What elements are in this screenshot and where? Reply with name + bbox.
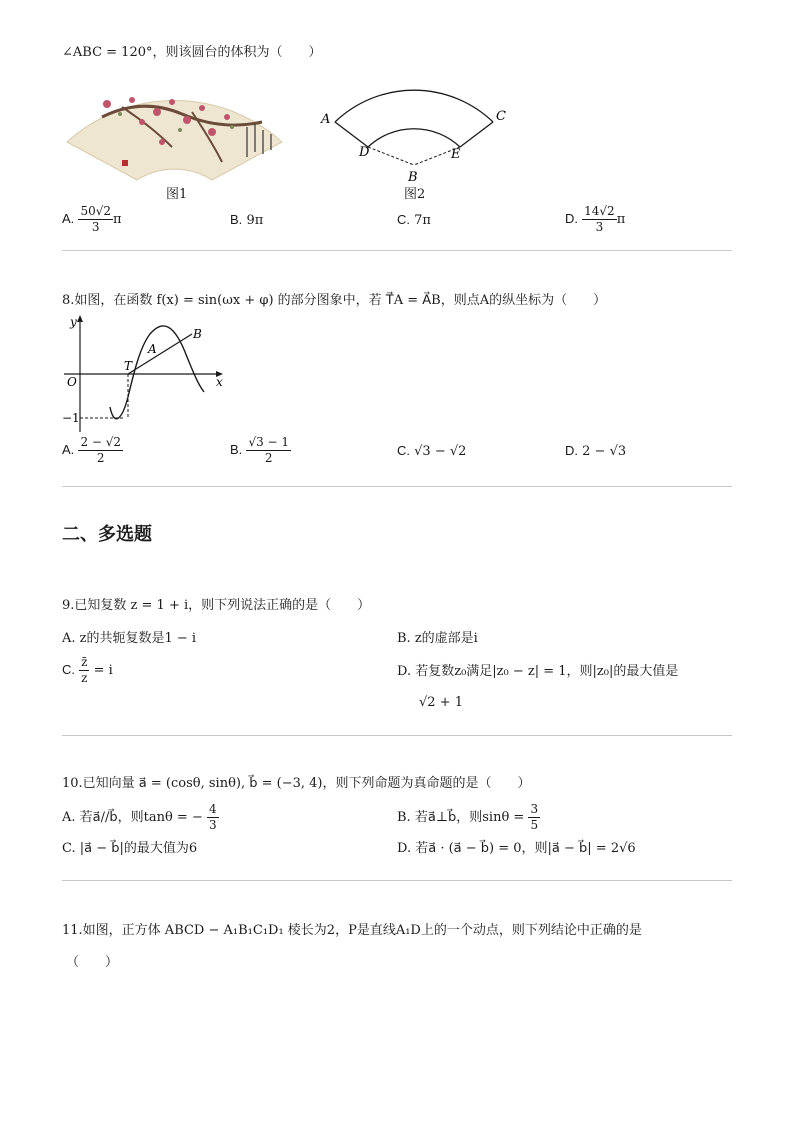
point-label-d: D (359, 145, 370, 160)
q11-stem-answer-blank: （ ） (66, 955, 119, 970)
q9-option-d[interactable]: D. 若复数z₀满足|z₀ − z| = 1，则|z₀|的最大值是 (397, 664, 679, 679)
q10-option-b[interactable]: B. 若a⃗⊥b⃗，则sinθ = $\frac{3}{5}$ (397, 802, 539, 832)
fraction: $\frac{3}{5}$ (530, 802, 539, 832)
section-title: 二、多选题 (62, 524, 152, 544)
q9-option-d-continued: √2 + 1 (419, 695, 463, 710)
q8-option-c[interactable]: C. √3 − √2 (397, 443, 467, 459)
sine-graph-figure (62, 312, 232, 437)
annular-sector-figure (318, 70, 513, 185)
y-tick-minus-one: −1 (62, 411, 80, 425)
q7-option-c[interactable]: C. 7π (397, 212, 431, 228)
q7-stem-tail: ∠ABC = 120°，则该圆台的体积为（ ） (62, 45, 322, 60)
fraction: $\frac{2 - √2}{2}$ (80, 435, 122, 465)
point-label-a: A (148, 342, 157, 356)
fig2-caption: 图2 (404, 187, 426, 202)
q8-option-d[interactable]: D. 2 − √3 (565, 443, 627, 459)
axis-label-y: y (70, 315, 77, 329)
fraction: $\frac{z̄}{z}$ (81, 655, 88, 685)
q8-stem: 8.如图，在函数 f(x) = sin(ωx + φ) 的部分图象中，若 T⃗A = A⃗B，则点A的纵坐标为（ ） (62, 293, 607, 308)
point-label-a: A (321, 112, 331, 127)
q9-option-a[interactable]: A. z的共轭复数是1 − i (62, 631, 197, 646)
divider (62, 880, 732, 881)
q7-option-d[interactable]: D. $\frac{14√2}{3}$ π (565, 204, 626, 234)
q10-option-c[interactable]: C. |a⃗ − b⃗|的最大值为6 (62, 841, 198, 856)
point-label-b: B (408, 170, 418, 185)
q11-stem: 11.如图，正方体 ABCD − A₁B₁C₁D₁ 棱长为2，P是直线A₁D上的一个动点，则下列结论中正确的是 (62, 923, 642, 938)
q9-stem: 9.已知复数 z = 1 + i，则下列说法正确的是（ ） (62, 598, 371, 613)
q7-option-a[interactable]: A. $\frac{50√2}{3}$ π (62, 204, 122, 234)
fraction: $\frac{50√2}{3}$ (80, 204, 111, 234)
q10-option-d[interactable]: D. 若a⃗ · (a⃗ − b⃗) = 0，则|a⃗ − b⃗| = 2√6 (397, 841, 636, 856)
q8-option-a[interactable]: A. $\frac{2 - √2}{2}$ (62, 435, 122, 465)
q10-stem: 10.已知向量 a⃗ = (cosθ, sinθ), b⃗ = (−3, 4)，则下列命题为真命题的是（ ） (62, 776, 531, 791)
origin-label: O (67, 375, 77, 389)
q9-option-b[interactable]: B. z的虚部是i (397, 631, 478, 646)
q7-option-b[interactable]: B. 9π (230, 212, 264, 228)
point-label-t: T (124, 359, 133, 373)
fraction: $\frac{√3 - 1}{2}$ (248, 435, 290, 465)
divider (62, 735, 732, 736)
fan-painting-figure (62, 72, 287, 182)
fraction: $\frac{14√2}{3}$ (584, 204, 615, 234)
q8-option-b[interactable]: B. $\frac{√3 - 1}{2}$ (230, 435, 290, 465)
point-label-e: E (451, 147, 461, 162)
point-label-b: B (193, 327, 202, 341)
axis-label-x: x (216, 375, 223, 389)
q10-option-a[interactable]: A. 若a⃗//b⃗，则tanθ = − $\frac{4}{3}$ (62, 802, 217, 832)
q9-option-c[interactable]: C. $\frac{z̄}{z}$ = i (62, 655, 113, 685)
divider (62, 250, 732, 251)
fraction: $\frac{4}{3}$ (209, 802, 217, 832)
fig1-caption: 图1 (166, 187, 188, 202)
point-label-c: C (496, 109, 506, 124)
divider (62, 486, 732, 487)
